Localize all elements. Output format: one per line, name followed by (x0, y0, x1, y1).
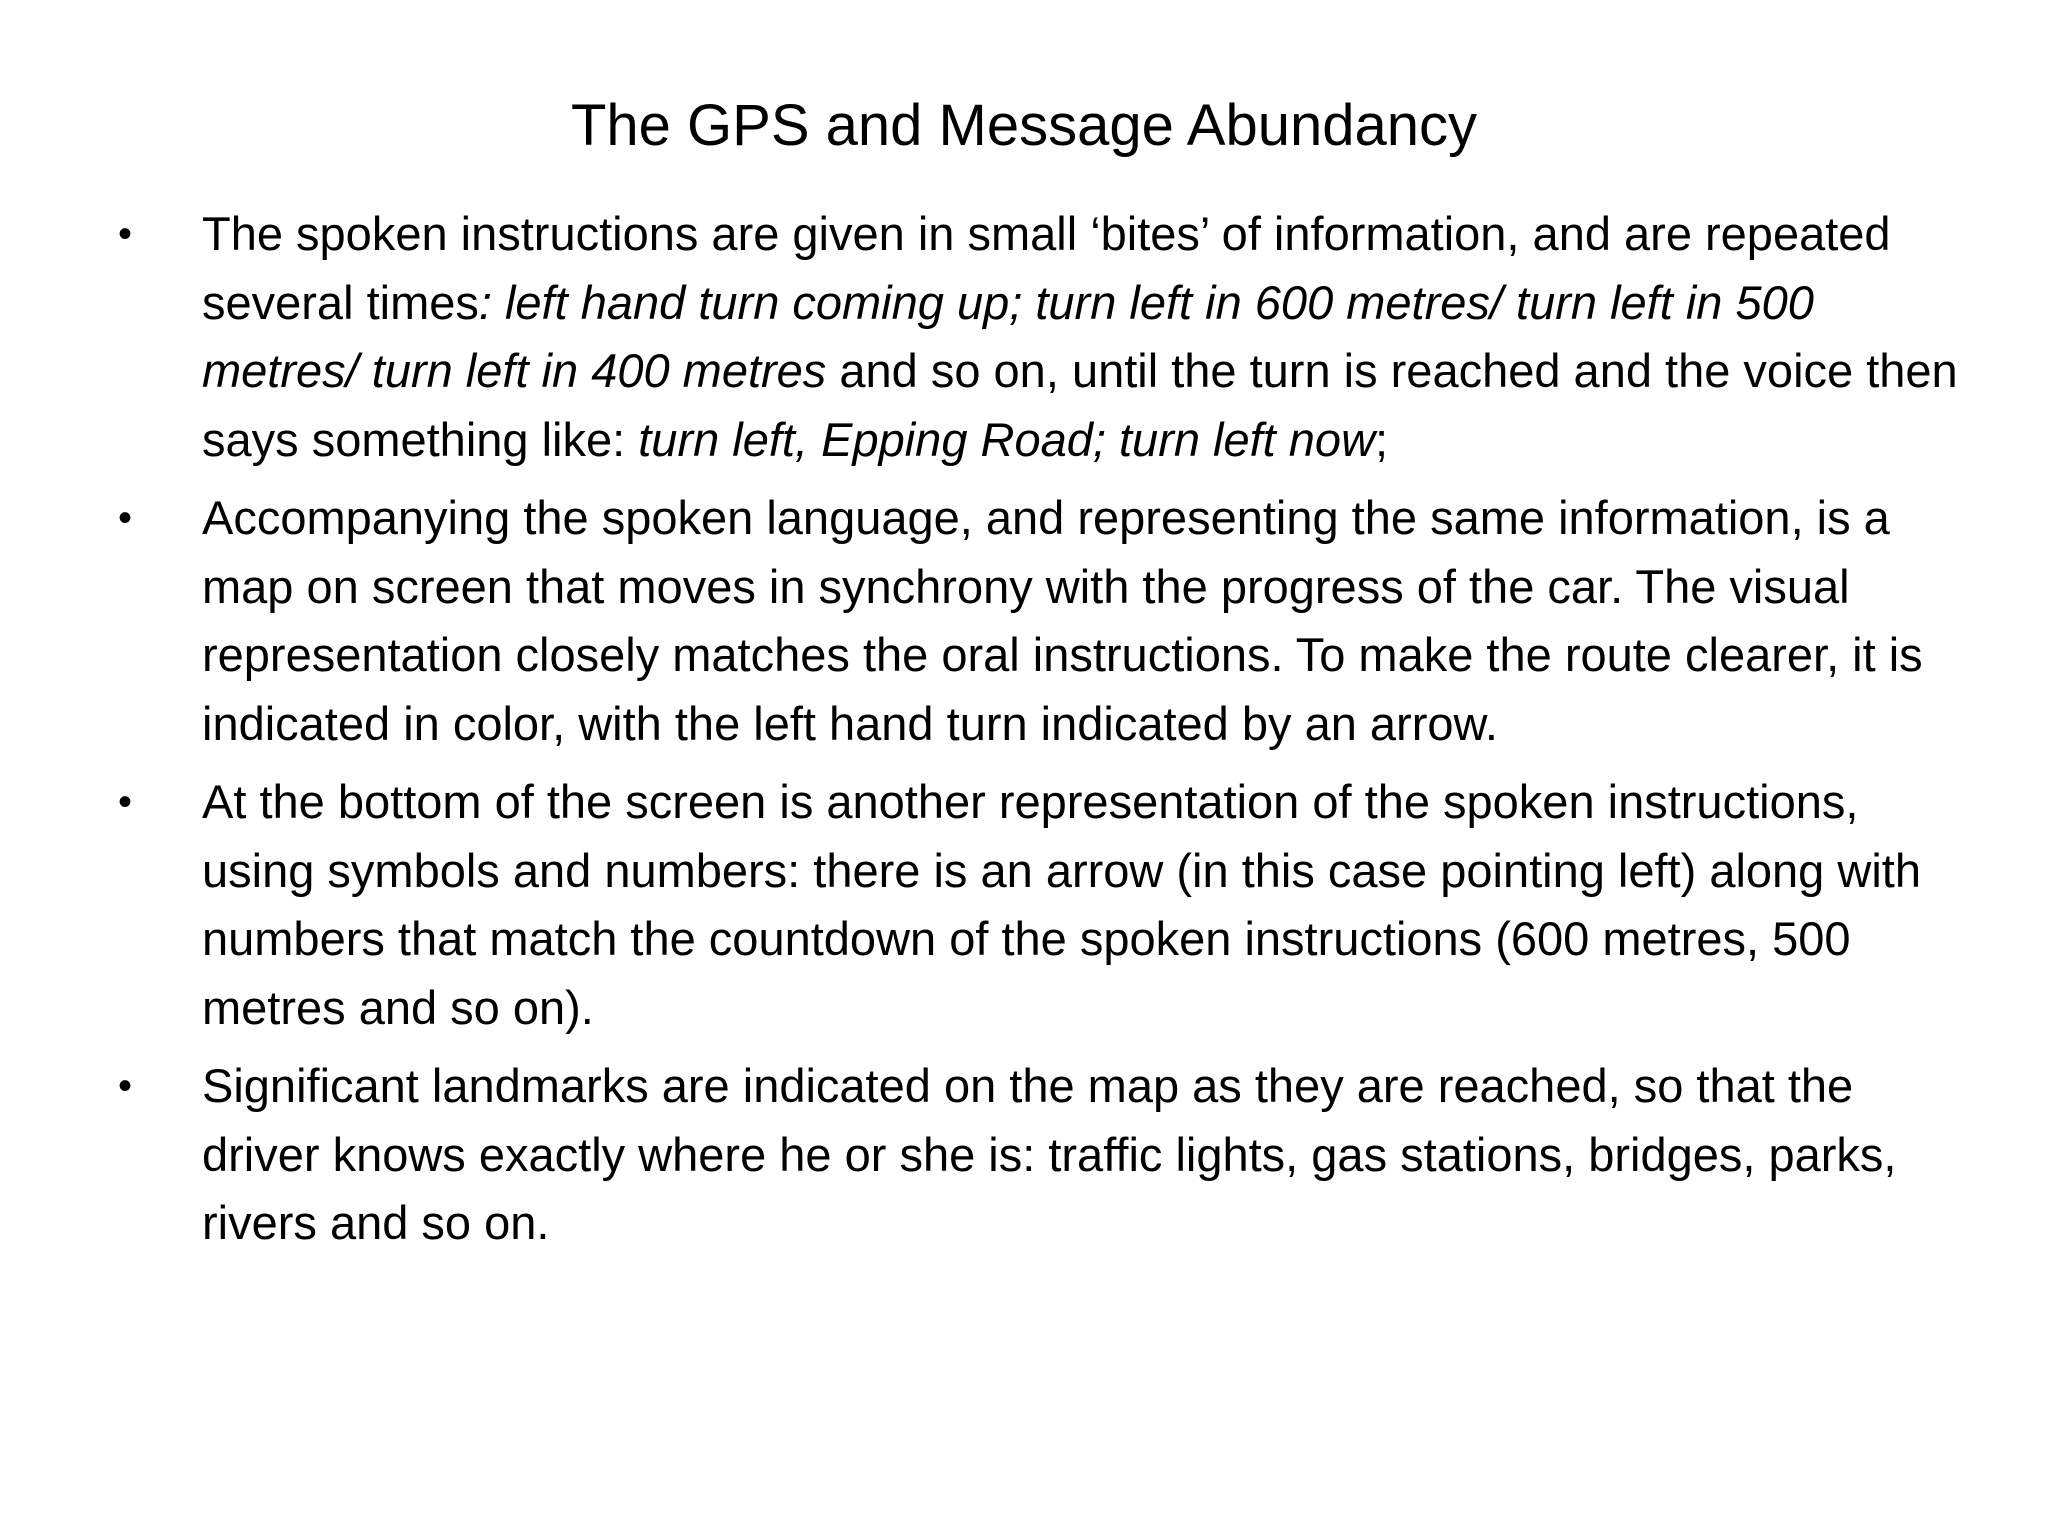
bullet-marker: • (118, 212, 133, 256)
bullet-list (118, 200, 1958, 1268)
bullet-4-text: Significant landmarks are indicated on the map as they are reached, so that the driver knows exactly where he or she is: traffic lights, gas stations, bridges, parks, rivers and so on. (202, 1059, 1897, 1249)
bullet-1-text-2: : left hand turn coming up; turn left in 600 metres/ turn left in 500 metres/ turn left in 400 metres (202, 275, 1814, 397)
bullet-item-1 (118, 200, 1958, 474)
bullet-3-text: At the bottom of the screen is another representation of the spoken instructions, using symbols and numbers: there is an arrow (in this case pointing left) along with numbers that match the countdown of the spoken instructions (600 metres, 500 metres and so on). (202, 775, 1921, 1034)
bullet-marker: • (118, 1064, 133, 1108)
bullet-marker: • (118, 780, 133, 824)
bullet-marker: • (118, 496, 133, 540)
bullet-2-text: Accompanying the spoken language, and representing the same information, is a map on screen that moves in synchrony with the progress of the car. The visual representation closely matches the oral instructions. To make the route clearer, it is indicated in color, with the left hand turn indicated by an arrow. (202, 491, 1923, 750)
bullet-1-text-4: turn left, Epping Road; turn left now (638, 412, 1376, 466)
bullet-item-3 (118, 768, 1958, 1042)
bullet-1-text-5: ; (1375, 412, 1389, 466)
bullet-item-4 (118, 1052, 1958, 1258)
bullet-1-text-1: The spoken instructions are given in small ‘bites’ of information, and are repeated several times (202, 207, 1891, 329)
bullet-item-2 (118, 484, 1958, 758)
slide-title: The GPS and Message Abundancy (570, 93, 1478, 158)
bullet-1-text-3: and so on, until the turn is reached and the voice then says something like: (202, 344, 1958, 466)
